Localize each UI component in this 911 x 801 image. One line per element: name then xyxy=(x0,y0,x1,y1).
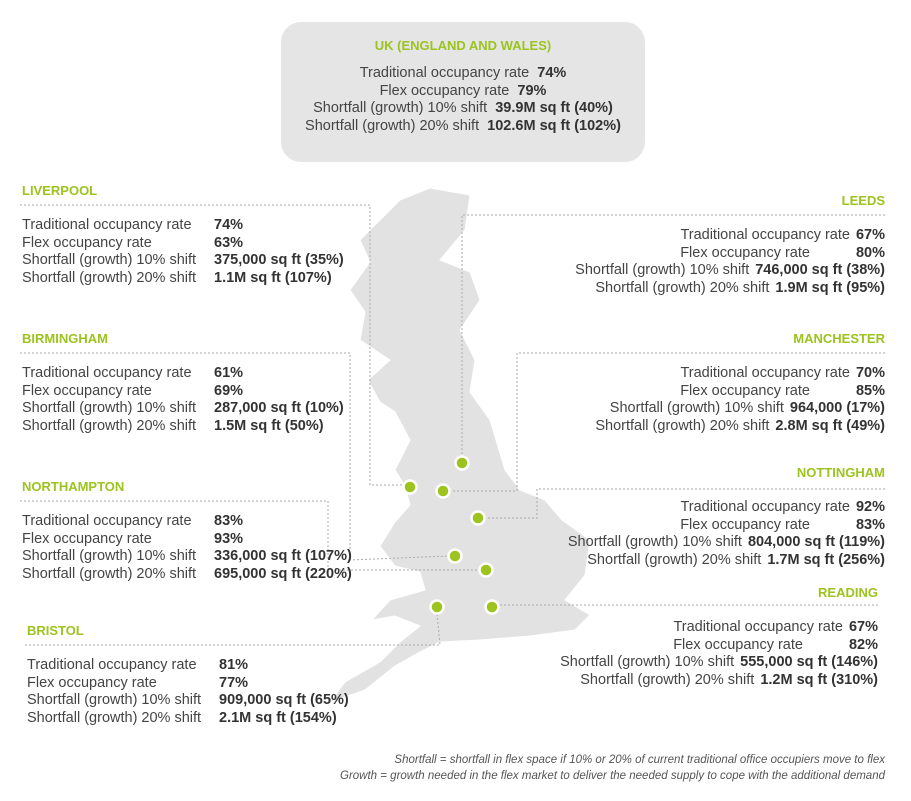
city-marker-dot xyxy=(456,457,469,470)
stat-row xyxy=(568,499,885,517)
stat-label: Flex occupancy rate xyxy=(673,636,803,653)
stat-value: 82% xyxy=(848,636,878,653)
stat-label: Traditional occupancy rate xyxy=(673,619,843,635)
stat-value: 1.5M sq ft (50%) xyxy=(214,417,324,434)
uk-stat-row xyxy=(281,65,645,83)
stat-value: 83% xyxy=(214,513,244,529)
stat-value: 1.7M sq ft (256%) xyxy=(767,551,885,568)
stat-value: 80% xyxy=(855,244,885,261)
uk-stat-row xyxy=(281,100,645,118)
stat-row xyxy=(22,235,344,253)
stat-label: Shortfall (growth) 10% shift xyxy=(22,548,197,564)
stat-row xyxy=(22,270,344,288)
stat-row xyxy=(575,227,885,245)
stat-label: Flex occupancy rate xyxy=(27,674,157,691)
stat-value: 85% xyxy=(855,382,885,399)
city-panel-manchester xyxy=(595,331,885,435)
stat-row xyxy=(560,637,878,655)
stat-row xyxy=(568,552,885,570)
stat-label: Shortfall (growth) 20% shift xyxy=(22,269,197,286)
stat-value: 1.2M sq ft (310%) xyxy=(760,671,878,688)
stat-label: Shortfall (growth) 10% shift xyxy=(22,252,197,268)
stat-label: Shortfall (growth) 20% shift xyxy=(22,417,197,434)
stat-label: Flex occupancy rate xyxy=(22,382,152,399)
city-marker-dot xyxy=(449,550,462,563)
stat-label: Shortfall (growth) 10% shift xyxy=(22,400,197,416)
city-name: LIVERPOOL xyxy=(22,183,98,198)
stat-value: 79% xyxy=(517,82,547,99)
stat-row xyxy=(22,418,344,436)
city-marker-dot xyxy=(404,481,417,494)
stat-label: Shortfall (growth) 10% shift xyxy=(567,534,742,550)
city-panel-nottingham xyxy=(568,465,885,569)
footnote xyxy=(340,752,885,784)
city-marker-dot xyxy=(486,601,499,614)
city-panel-liverpool xyxy=(22,183,344,287)
stat-row xyxy=(22,531,352,549)
stat-value: 102.6M sq ft (102%) xyxy=(487,117,621,134)
stat-value: 83% xyxy=(855,516,885,533)
stat-row xyxy=(27,657,349,675)
city-name: BRISTOL xyxy=(27,623,84,638)
stat-value: 695,000 sq ft (220%) xyxy=(214,565,352,582)
city-panel-leeds xyxy=(575,193,885,297)
stat-row xyxy=(22,513,352,531)
stat-value: 67% xyxy=(855,227,885,243)
stat-row xyxy=(27,675,349,693)
stat-row xyxy=(22,383,344,401)
stat-label: Shortfall (growth) 10% shift xyxy=(609,400,784,416)
stat-row xyxy=(575,280,885,298)
stat-label: Shortfall (growth) 10% shift xyxy=(560,654,735,670)
city-name: LEEDS xyxy=(841,193,885,208)
stat-value: 63% xyxy=(214,234,244,251)
stat-value: 81% xyxy=(219,657,249,673)
stat-value: 336,000 sq ft (107%) xyxy=(214,548,352,564)
stat-value: 70% xyxy=(855,365,885,381)
city-name: BIRMINGHAM xyxy=(22,331,108,346)
stat-value: 92% xyxy=(855,499,885,515)
city-name: READING xyxy=(818,585,878,600)
stat-label: Shortfall (growth) 20% shift xyxy=(587,551,762,568)
uk-stat-row xyxy=(281,118,645,136)
city-name: NOTTINGHAM xyxy=(796,465,885,480)
stat-label: Traditional occupancy rate xyxy=(22,365,192,381)
stat-value: 1.1M sq ft (107%) xyxy=(214,269,332,286)
stat-label: Traditional occupancy rate xyxy=(22,513,192,529)
stat-value: 74% xyxy=(537,65,567,81)
stat-row xyxy=(575,262,885,280)
stat-label: Shortfall (growth) 20% shift xyxy=(27,709,202,726)
stat-row xyxy=(22,217,344,235)
footnote-shortfall: Shortfall = shortfall in flex space if 10% or 20% of current traditional office occupiers move to flex xyxy=(394,754,885,766)
stat-row xyxy=(22,252,344,270)
stat-value: 375,000 sq ft (35%) xyxy=(214,252,344,268)
stat-value: 2.1M sq ft (154%) xyxy=(219,709,337,726)
stat-label: Flex occupancy rate xyxy=(680,516,810,533)
stat-label: Shortfall (growth) 10% shift xyxy=(575,262,750,278)
stat-label: Flex occupancy rate xyxy=(680,244,810,261)
stat-value: 964,000 (17%) xyxy=(789,400,885,416)
stat-row xyxy=(595,365,885,383)
stat-value: 61% xyxy=(214,365,244,381)
stat-value: 287,000 sq ft (10%) xyxy=(214,400,344,416)
city-panel-reading xyxy=(560,585,878,689)
stat-value: 39.9M sq ft (40%) xyxy=(495,100,613,116)
stat-row xyxy=(568,517,885,535)
stat-label: Traditional occupancy rate xyxy=(680,365,850,381)
stat-row xyxy=(560,619,878,637)
city-panel-bristol xyxy=(27,623,349,727)
stat-label: Shortfall (growth) 20% shift xyxy=(22,565,197,582)
stat-label: Shortfall (growth) 10% shift xyxy=(313,100,488,116)
stat-row xyxy=(560,654,878,672)
uk-title: UK (ENGLAND AND WALES) xyxy=(374,38,552,53)
stat-label: Flex occupancy rate xyxy=(22,234,152,251)
stat-row xyxy=(27,692,349,710)
stat-row xyxy=(22,365,344,383)
stat-value: 93% xyxy=(214,530,244,547)
stat-label: Traditional occupancy rate xyxy=(22,217,192,233)
stat-row xyxy=(595,400,885,418)
stat-value: 74% xyxy=(214,217,244,233)
uk-stat-row xyxy=(281,83,645,101)
stat-label: Shortfall (growth) 20% shift xyxy=(595,279,770,296)
stat-label: Shortfall (growth) 10% shift xyxy=(27,692,202,708)
city-panel-northampton xyxy=(22,479,352,583)
stat-row xyxy=(22,400,344,418)
stat-value: 746,000 sq ft (38%) xyxy=(755,262,885,278)
stat-value: 2.8M sq ft (49%) xyxy=(775,417,885,434)
stat-value: 67% xyxy=(848,619,878,635)
stat-label: Traditional occupancy rate xyxy=(680,499,850,515)
stat-label: Shortfall (growth) 20% shift xyxy=(305,117,480,134)
city-name: NORTHAMPTON xyxy=(22,479,125,494)
stat-row xyxy=(22,566,352,584)
stat-row xyxy=(595,418,885,436)
stat-row xyxy=(560,672,878,690)
stat-value: 555,000 sq ft (146%) xyxy=(740,654,878,670)
city-marker-dot xyxy=(472,512,485,525)
stat-value: 804,000 sq ft (119%) xyxy=(747,534,885,550)
stat-label: Traditional occupancy rate xyxy=(359,65,530,81)
stat-label: Shortfall (growth) 20% shift xyxy=(595,417,770,434)
stat-row xyxy=(22,548,352,566)
stat-label: Traditional occupancy rate xyxy=(680,227,850,243)
stat-label: Flex occupancy rate xyxy=(379,82,510,99)
stat-row xyxy=(27,710,349,728)
stat-label: Shortfall (growth) 20% shift xyxy=(580,671,755,688)
city-panel-birmingham xyxy=(22,331,344,435)
stat-row xyxy=(575,245,885,263)
uk-summary-box xyxy=(281,22,645,162)
stat-value: 77% xyxy=(219,674,249,691)
city-marker-dot xyxy=(431,601,444,614)
city-marker-dot xyxy=(437,485,450,498)
stat-label: Flex occupancy rate xyxy=(680,382,810,399)
stat-value: 1.9M sq ft (95%) xyxy=(775,279,885,296)
stat-value: 69% xyxy=(214,382,244,399)
city-name: MANCHESTER xyxy=(793,331,885,346)
stat-row xyxy=(568,534,885,552)
city-marker-dot xyxy=(480,564,493,577)
footnote-growth: Growth = growth needed in the flex market to deliver the needed supply to cope with the additional demand xyxy=(340,770,885,782)
stat-row xyxy=(595,383,885,401)
great-britain-outline xyxy=(330,188,590,702)
stat-label: Traditional occupancy rate xyxy=(27,657,197,673)
stat-value: 909,000 sq ft (65%) xyxy=(219,692,349,708)
stat-label: Flex occupancy rate xyxy=(22,530,152,547)
